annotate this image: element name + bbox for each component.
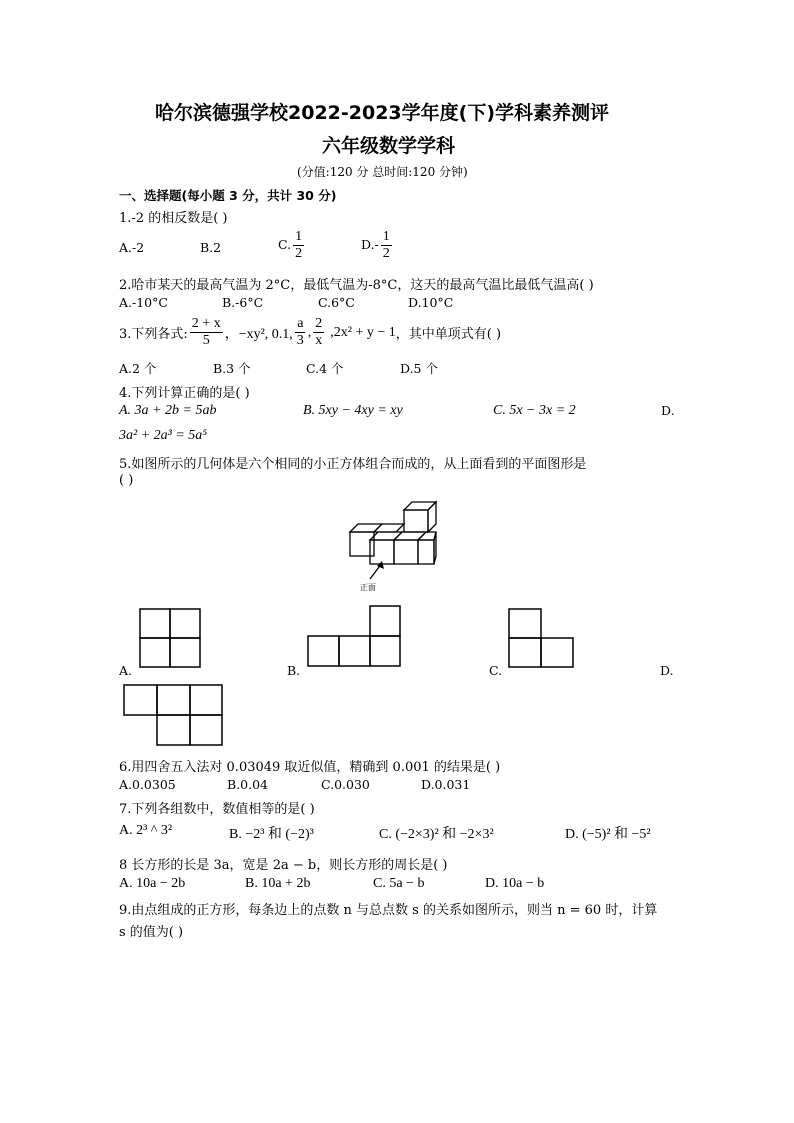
q3-option-d: D.5 个 — [400, 361, 438, 376]
q7-option-b: B. −2³ 和 (−2)³ — [229, 827, 314, 842]
exam-subtitle: 六年级数学学科 — [322, 135, 456, 157]
q4-option-c: C. 5x − 3x = 2 — [493, 403, 576, 418]
q5-option-c-figure — [507, 607, 575, 669]
exam-title: 哈尔滨德强学校2022-2023学年度(下)学科素养测评 — [155, 102, 610, 124]
section-title: 一、选择题(每小题 3 分，共计 30 分) — [119, 188, 337, 203]
q5-option-d: D. — [660, 663, 674, 678]
cube-figure — [340, 493, 445, 599]
q5-option-b: B. — [287, 663, 301, 678]
q2-option-b: B.-6°C — [222, 295, 264, 310]
q4-option-d-label: D. — [661, 403, 675, 418]
question-7-stem: 7.下列各组数中，数值相等的是( ) — [119, 802, 315, 817]
q8-option-b: B. 10a + 2b — [245, 876, 311, 891]
q3-option-a: A.2 个 — [119, 361, 157, 376]
q2-option-a: A.-10°C — [119, 295, 168, 310]
q5-option-c: C. — [489, 663, 503, 678]
q5-option-d-figure — [122, 683, 224, 747]
q5-option-a-figure — [138, 607, 202, 669]
question-2-stem: 2.哈市某天的最高气温为 2°C，最低气温为-8°C，这天的最高气温比最低气温高( ) — [119, 278, 594, 293]
q3-option-b: B.3 个 — [213, 361, 251, 376]
question-8-stem: 8 长方形的长是 3a，宽是 2a − b，则长方形的周长是( ) — [119, 858, 448, 873]
q1-option-d: D.- $\frac{1}{2}$ — [361, 229, 390, 261]
q2-option-d: D.10°C — [408, 295, 454, 310]
q7-option-d: D. (−5)² 和 −5² — [565, 827, 651, 842]
q7-option-c: C. (−2×3)² 和 −2×3² — [379, 827, 494, 842]
q4-option-d-expr: 3a² + 2a³ = 5a⁵ — [119, 428, 208, 443]
q6-option-b: B.0.04 — [227, 777, 268, 792]
question-9-line2: s 的值为( ) — [119, 925, 184, 940]
q8-option-c: C. 5a − b — [373, 876, 425, 891]
question-4-stem: 4.下列计算正确的是( ) — [119, 386, 250, 401]
question-5-stem: 5.如图所示的几何体是六个相同的小正方体组合而成的，从上面看到的平面图形是 — [119, 457, 587, 472]
q2-option-c: C.6°C — [318, 295, 355, 310]
q8-option-d: D. 10a − b — [485, 876, 545, 891]
front-view-label: 正面 — [360, 583, 376, 592]
q4-option-a: A. 3a + 2b = 5ab — [119, 403, 217, 418]
question-9-line1: 9.由点组成的正方形，每条边上的点数 n 与总点数 s 的关系如图所示，则当 n = 60 时，计算 — [119, 903, 658, 918]
q6-option-c: C.0.030 — [321, 777, 370, 792]
q3-option-c: C.4 个 — [306, 361, 344, 376]
q6-option-d: D.0.031 — [421, 777, 471, 792]
q1-option-b: B.2 — [200, 240, 222, 255]
q1-option-a: A.-2 — [119, 240, 145, 255]
q5-option-b-figure — [306, 604, 402, 668]
q4-option-b: B. 5xy − 4xy = xy — [303, 403, 403, 418]
question-6-stem: 6.用四舍五入法对 0.03049 取近似值，精确到 0.001 的结果是( ) — [119, 760, 501, 775]
q1-option-c: C. $\frac{1}{2}$ — [278, 229, 303, 261]
q6-option-a: A.0.0305 — [119, 777, 176, 792]
q8-option-a: A. 10a − 2b — [119, 876, 186, 891]
exam-info: (分值:120 分 总时间:120 分钟) — [297, 165, 468, 179]
q5-option-a: A. — [119, 663, 133, 678]
q7-option-a: A. 2³ ^ 3² — [119, 823, 173, 838]
question-3-stem: 3.下列各式: $\frac{2 + x}{5}$ ，−xy², 0.1, $\frac{a}{3}$ , $\frac{2}{x}$ , 2x² + y − 1 ，其中单项式有( ) — [119, 316, 502, 348]
question-5-paren: ( ) — [119, 473, 134, 488]
question-1-stem: 1.-2 的相反数是( ) — [119, 211, 228, 226]
